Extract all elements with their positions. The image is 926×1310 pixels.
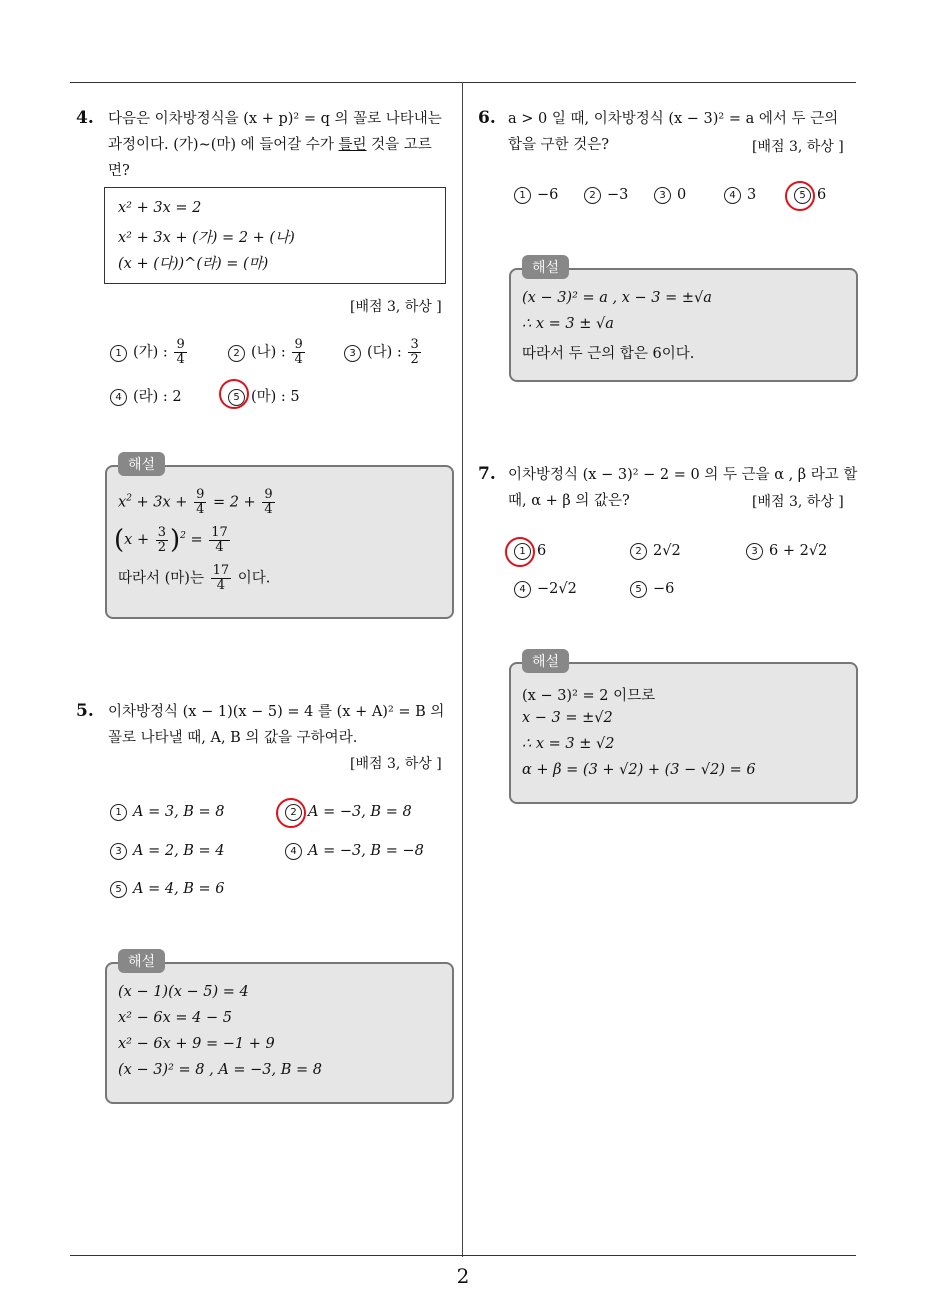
solution-line: α + β = (3 + √2) + (3 − √2) = 6 [522,762,756,778]
process-line: (x + (다))^(라) = (마) [118,256,269,272]
option-2[interactable] [228,338,307,367]
fraction: $\frac{9}{4}$ [294,337,303,367]
option-3[interactable] [746,543,827,560]
option-mark: 4 [110,389,127,406]
option-mark: 2 [228,345,245,362]
question-number: 6. [478,108,496,128]
underlined-keyword: 틀린 [338,137,367,153]
option-label: 0 [677,187,687,203]
fraction: $\frac{9}{4}$ [176,337,185,367]
option-mark: 4 [724,187,741,204]
selected-answer-circle [785,181,815,211]
option-mark: 3 [654,187,671,204]
option-1[interactable] [110,804,225,821]
solution-line: (x − 3)² = a , x − 3 = ±√a [522,290,712,306]
option-mark: 1 [110,804,127,821]
solution-line: ∴ x = 3 ± √2 [522,736,615,752]
option-label: −2√2 [537,581,577,597]
page-number: 2 [456,1264,470,1288]
option-mark: 5 [794,187,811,204]
option-label: (가) : [133,344,168,361]
option-mark: 1 [110,345,127,362]
question-number: 7. [478,464,496,484]
option-mark: 1 [514,187,531,204]
option-1[interactable] [514,187,558,204]
fraction: $\frac{3}{2}$ [410,337,419,367]
option-mark: 4 [285,843,302,860]
option-2[interactable] [584,187,628,204]
option-mark: 5 [228,389,245,406]
option-label: 6 [817,187,827,203]
question-text [108,106,458,184]
solution-line: (x − 3)² = 8 , A = −3, B = 8 [118,1062,322,1078]
option-4[interactable] [110,385,182,406]
selected-answer-circle [219,379,249,409]
option-4[interactable] [724,187,756,204]
question-text-line: a > 0 일 때, 이차방정식 (x − 3)² = a 에서 두 근의 [508,111,839,127]
option-4[interactable] [514,581,577,598]
option-label: −6 [653,581,675,597]
option-3[interactable] [654,187,686,204]
question-text-line: 합을 구한 것은? [508,137,610,153]
text-part: 과정이다. (가)∼(마) 에 들어갈 수가 [108,137,339,153]
option-mark: 5 [630,581,647,598]
solution-line: ∴ x = 3 ± √a [522,316,614,332]
solution-line: x² − 6x + 9 = −1 + 9 [118,1036,275,1052]
score-label: [배점 3, 하상 ] [350,299,442,315]
selected-answer-circle [276,798,306,828]
option-3[interactable] [344,338,423,367]
fraction: $\frac{17}{4}$ [212,563,230,593]
solution-line [118,564,270,593]
solution-tag: 해설 [118,949,165,973]
option-3[interactable] [110,843,225,860]
question-number: 5. [76,701,94,721]
option-4[interactable] [285,843,424,860]
option-mark: 4 [514,581,531,598]
question-text [108,699,458,751]
solution-line: (x + $\frac{3}{2}$ )$^2$ = $\frac{17}{4}$ [114,524,228,555]
score-label: [배점 3, 하상 ] [752,139,844,155]
option-label: (마) : 5 [251,389,300,405]
option-label: A = −3, B = −8 [308,843,424,859]
option-label: 2√2 [653,543,681,559]
question-number: 4. [76,108,94,128]
question-text-line: 면? [108,163,130,179]
question-text-line: 이차방정식 (x − 1)(x − 5) = 4 를 (x + A)² = B 의 [108,704,445,720]
solution-text: 따라서 (마)는 [118,570,204,587]
option-label: (다) : [367,344,402,361]
process-line: x² + 3x + (가) = 2 + (나) [118,230,295,246]
solution-line: (x − 3)² = 2 이므로 [522,688,656,704]
solution-text: 이다. [237,570,271,587]
solution-tag: 해설 [522,649,569,673]
process-line: x² + 3x = 2 [118,200,202,216]
solution-tag: 해설 [118,452,165,476]
solution-line: 따라서 두 근의 합은 6이다. [522,346,695,362]
option-label: 6 [537,543,547,559]
option-label: −6 [537,187,559,203]
option-mark: 3 [344,345,361,362]
question-text-line: 이차방정식 (x − 3)² − 2 = 0 의 두 근을 α , β 라고 할 [508,467,858,483]
solution-line: x² − 6x = 4 − 5 [118,1010,232,1026]
question-text-line [108,132,458,158]
option-label: −3 [607,187,629,203]
option-5[interactable] [110,881,225,898]
selected-answer-circle [505,537,535,567]
option-label: A = 2, B = 4 [133,843,225,859]
solution-tag: 해설 [522,255,569,279]
option-label: (라) : 2 [133,389,182,405]
option-5[interactable] [630,581,674,598]
question-text-line: 다음은 이차방정식을 (x + p)² = q 의 꼴로 나타내는 [108,111,442,127]
option-mark: 1 [514,543,531,560]
option-label: A = −3, B = 8 [308,804,412,820]
option-mark: 3 [746,543,763,560]
option-2[interactable] [630,543,681,560]
option-mark: 5 [110,881,127,898]
solution-line: $x^2 + 3x$ + $\frac{9}{4}$ = 2 + $\frac{9}{4}$ [118,487,273,517]
column-divider [462,82,463,1257]
option-label: A = 3, B = 8 [133,804,225,820]
solution-line: x − 3 = ±√2 [522,710,613,726]
score-label: [배점 3, 하상 ] [350,756,442,772]
option-mark: 2 [584,187,601,204]
option-mark: 2 [285,804,302,821]
option-label: A = 4, B = 6 [133,881,225,897]
question-text-line: 때, α + β 의 값은? [508,493,630,509]
bottom-rule [70,1255,856,1256]
option-label: (나) : [251,344,286,361]
option-mark: 2 [630,543,647,560]
top-rule [70,82,856,83]
score-label: [배점 3, 하상 ] [752,494,844,510]
solution-line: (x − 1)(x − 5) = 4 [118,984,249,1000]
option-label: 6 + 2√2 [769,543,828,559]
option-mark: 3 [110,843,127,860]
option-label: 3 [747,187,757,203]
question-text-line: 꼴로 나타낼 때, A, B 의 값을 구하여라. [108,730,358,746]
text-part: 것을 고르 [366,137,432,153]
option-1[interactable] [110,338,189,367]
